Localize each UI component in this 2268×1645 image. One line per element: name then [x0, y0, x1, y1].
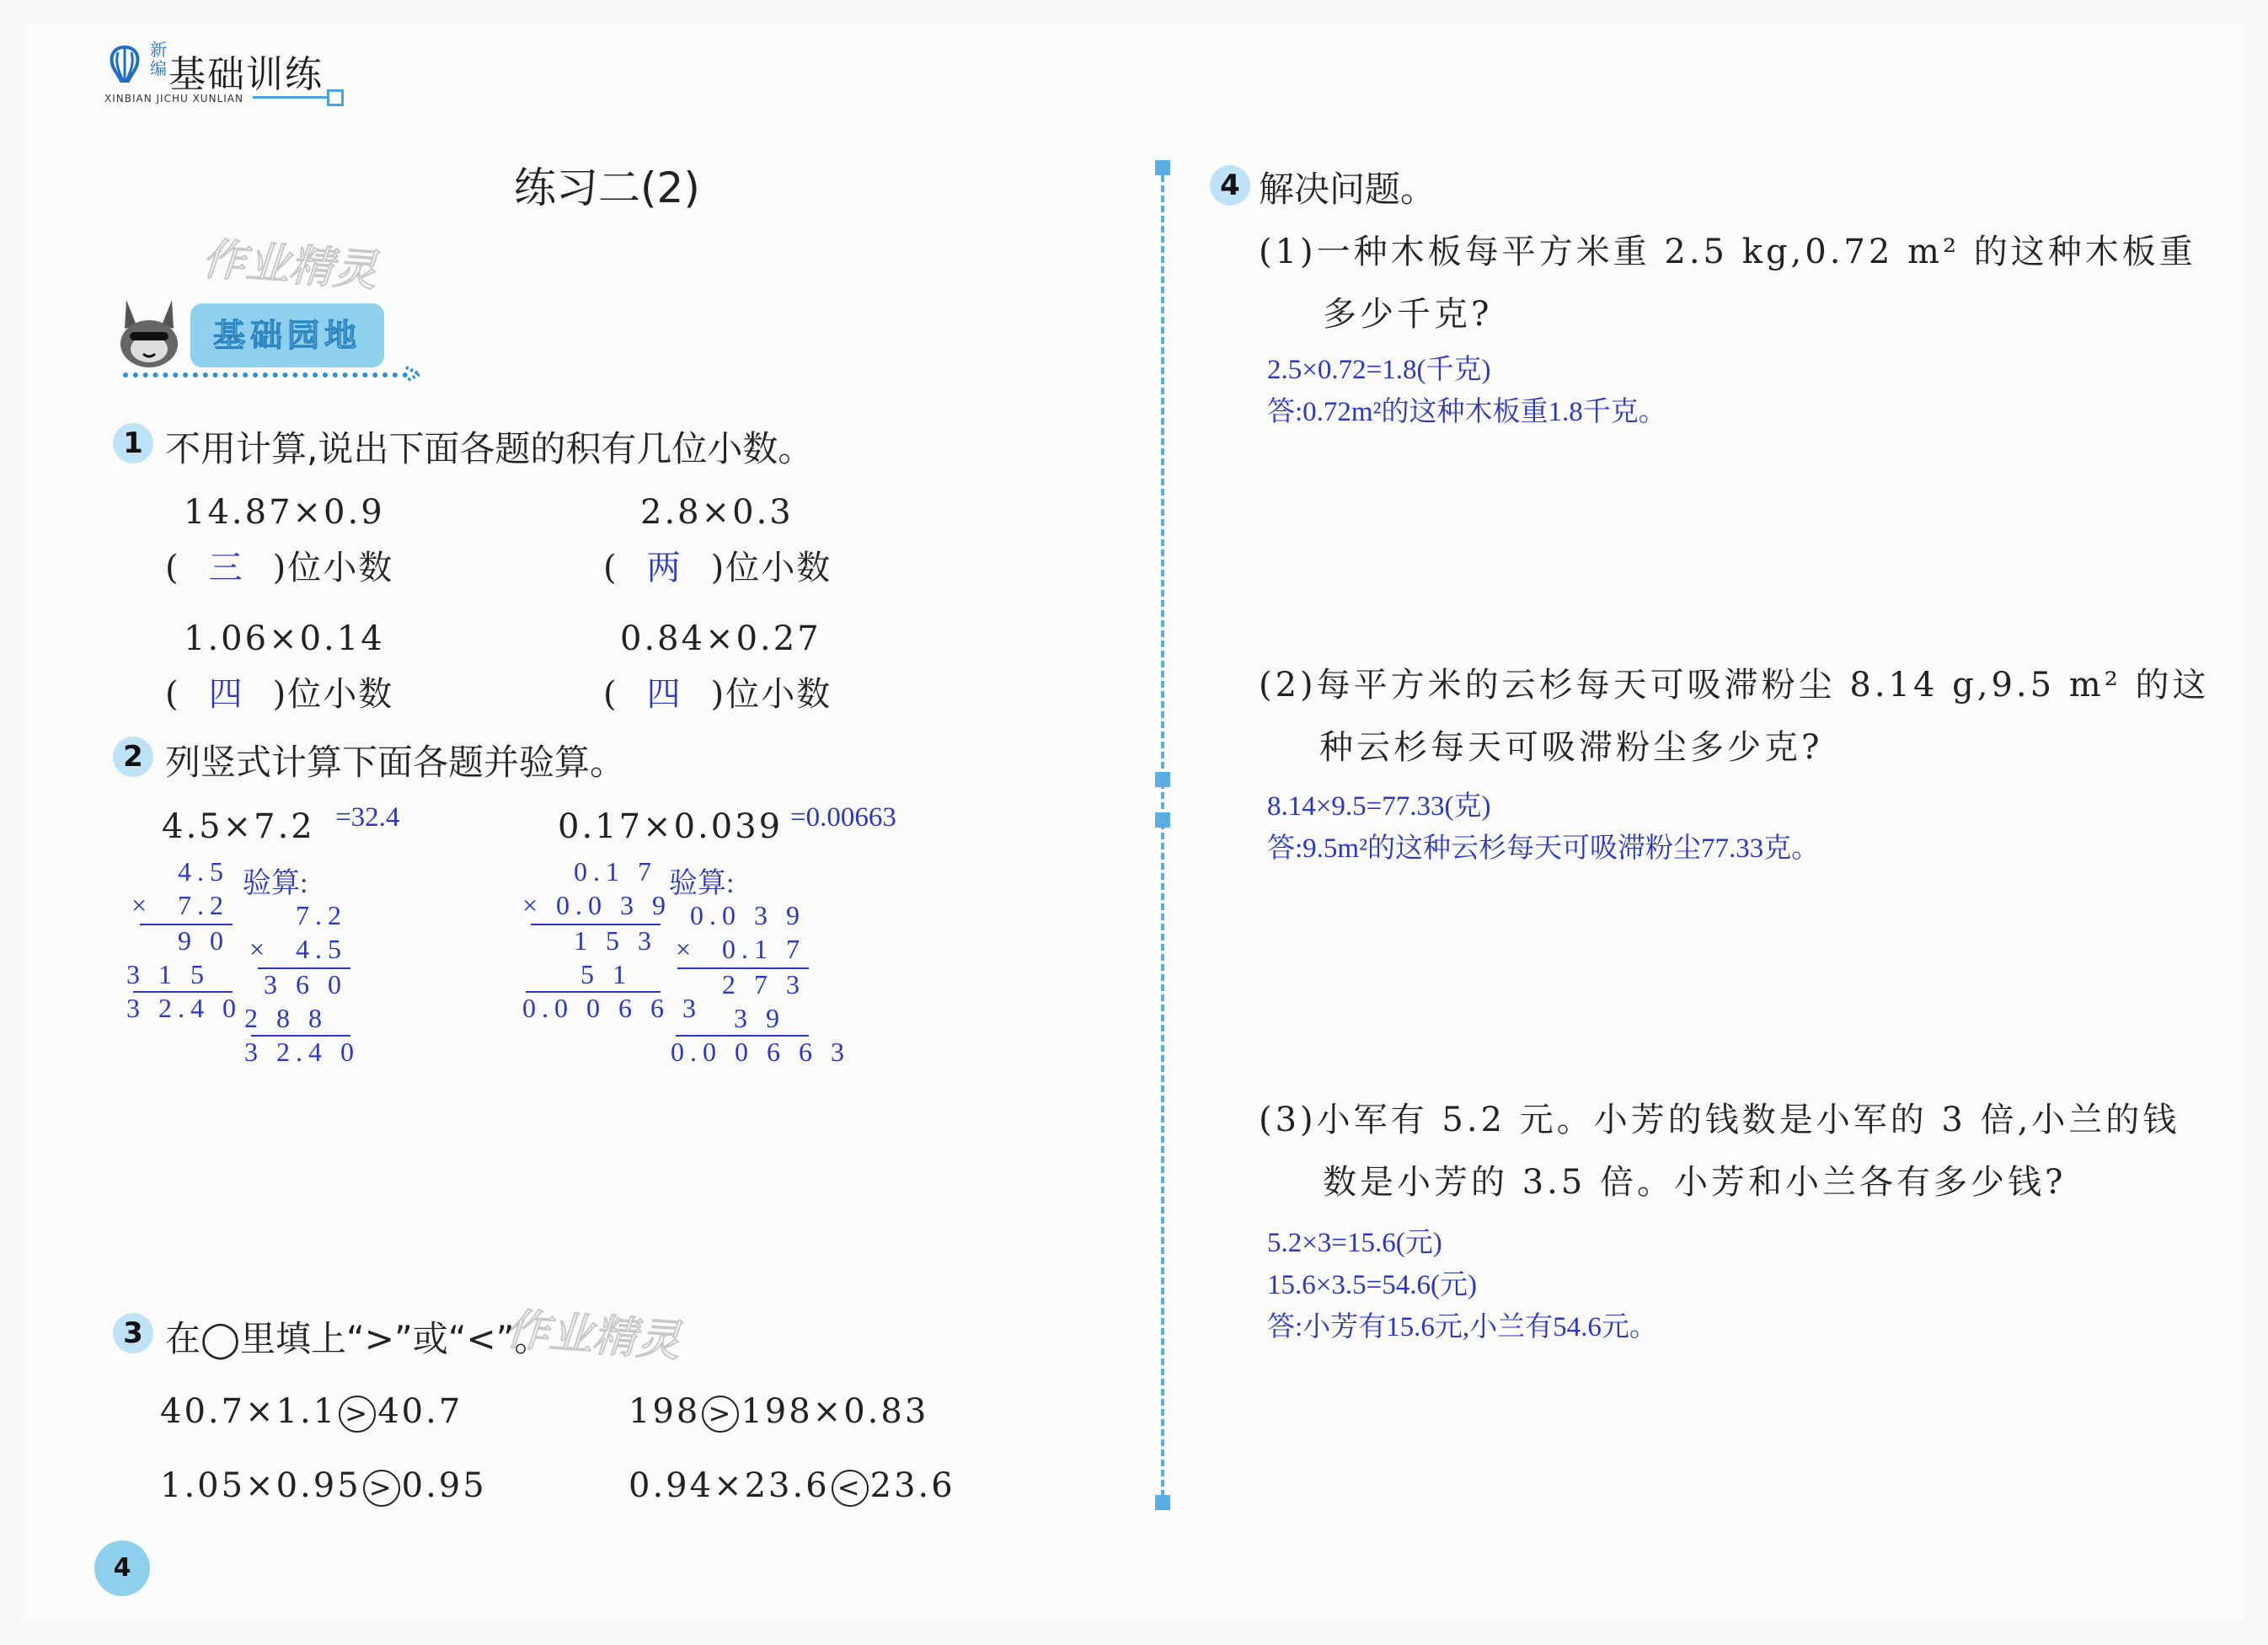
q1-fill-blank — [603, 541, 832, 589]
calc-line: × 0.0 3 9 — [522, 890, 672, 920]
question-text: 解决问题。 — [1259, 169, 1436, 210]
brand-title: 基础训练 — [168, 53, 324, 96]
divider-marker — [1155, 1495, 1170, 1510]
q1-fill-blank — [165, 667, 393, 715]
calc-line: 0.0 0 6 6 3 — [522, 993, 702, 1023]
check-label: 验算: — [669, 868, 735, 899]
compare-item — [629, 1392, 928, 1433]
page-title: 练习二(2) — [514, 163, 700, 212]
q2-expression: 4.5×7.2 — [162, 807, 315, 846]
watermark: 作业精灵 — [503, 1304, 682, 1368]
q2-result: =32.4 — [335, 802, 400, 833]
answer-line: 答:小芳有15.6元,小兰有54.6元。 — [1267, 1312, 1657, 1342]
calc-line: 3 1 5 — [126, 959, 210, 989]
paren-open: ( — [165, 675, 180, 714]
problem-line: (2)每平方米的云杉每天可吸滞粉尘 8.14 g,9.5 m² 的这 — [1259, 666, 2210, 705]
calc-line: 4.5 — [178, 856, 229, 887]
q1-answer: 两 — [646, 549, 682, 587]
q1-fill-blank — [165, 541, 393, 589]
compare-item — [160, 1466, 487, 1507]
compare-left: 198 — [629, 1392, 701, 1431]
check-line: 3 6 0 — [264, 969, 347, 999]
page-divider — [1161, 165, 1164, 1507]
question-text: 在◯里填上“>”或“<”。 — [165, 1318, 550, 1359]
rabbit-mascot-icon — [115, 295, 184, 369]
calc-line: 3 2.4 0 — [126, 993, 242, 1023]
compare-sign: > — [702, 1396, 739, 1433]
compare-left: 0.94×23.6 — [629, 1466, 830, 1505]
question-text: 不用计算,说出下面各题的积有几位小数。 — [165, 428, 814, 469]
q2-result: =0.00663 — [790, 802, 896, 833]
paren-open: ( — [165, 549, 180, 587]
check-line: 7.2 — [296, 900, 347, 930]
q1-expression: 0.84×0.27 — [620, 619, 821, 658]
question-number: 4 — [1210, 165, 1250, 206]
banner-dotted-line — [123, 372, 408, 378]
check-line: 2 7 3 — [722, 969, 805, 999]
check-line: 0.0 3 9 — [690, 900, 805, 930]
paren-close: )位小数 — [710, 549, 832, 587]
q1-expression: 2.8×0.3 — [640, 493, 794, 532]
problem-line: (3)小军有 5.2 元。小芳的钱数是小军的 3 倍,小兰的钱 — [1259, 1101, 2180, 1139]
q1-answer: 四 — [208, 675, 244, 714]
q1-expression: 1.06×0.14 — [184, 619, 385, 658]
divider-marker — [1155, 160, 1170, 175]
q1-fill-blank — [603, 667, 832, 715]
compare-right: 40.7 — [377, 1392, 463, 1431]
calc-line: × 7.2 — [131, 890, 229, 920]
check-line: 0.0 0 6 6 3 — [671, 1037, 850, 1067]
section-banner: 基础园地 — [190, 303, 384, 367]
compare-right: 23.6 — [869, 1466, 955, 1505]
compare-left: 1.05×0.95 — [160, 1466, 361, 1505]
q2-expression: 0.17×0.039 — [558, 807, 784, 846]
calc-line: 0.1 7 — [574, 856, 657, 887]
problem-line: (1)一种木板每平方米重 2.5 kg,0.72 m² 的这种木板重 — [1259, 233, 2196, 271]
check-label: 验算: — [243, 868, 308, 899]
problem-line: 数是小芳的 3.5 倍。小芳和小兰各有多少钱? — [1323, 1163, 2067, 1202]
paren-open: ( — [603, 549, 618, 587]
compare-right: 198×0.83 — [741, 1392, 929, 1431]
question-number: 1 — [113, 423, 153, 463]
arrow-right-icon — [403, 364, 423, 384]
paren-open: ( — [603, 675, 618, 714]
balloon-logo-icon — [104, 44, 145, 88]
brand-underline — [253, 96, 334, 99]
brand-pinyin: XINBIAN JICHU XUNLIAN — [104, 93, 243, 104]
compare-sign: > — [339, 1396, 376, 1433]
answer-line: 8.14×9.5=77.33(克) — [1267, 791, 1491, 822]
answer-line: 答:9.5m²的这种云杉每天可吸滞粉尘77.33克。 — [1267, 833, 1820, 864]
page-number: 4 — [94, 1541, 150, 1596]
compare-sign: > — [363, 1470, 400, 1507]
answer-line: 答:0.72m²的这种木板重1.8千克。 — [1267, 397, 1666, 427]
q1-answer: 四 — [646, 675, 682, 714]
answer-line: 5.2×3=15.6(元) — [1267, 1228, 1442, 1258]
compare-sign: < — [832, 1470, 869, 1507]
paren-close: )位小数 — [272, 675, 394, 714]
question-text: 列竖式计算下面各题并验算。 — [165, 742, 626, 783]
brand-mark: 新编 — [150, 40, 167, 78]
q1-answer: 三 — [208, 549, 244, 587]
paren-close: )位小数 — [710, 675, 832, 714]
check-line: 3 2.4 0 — [244, 1037, 360, 1067]
problem-line: 多少千克? — [1323, 295, 1493, 334]
divider-marker — [1155, 812, 1170, 828]
brand-box — [327, 89, 344, 106]
compare-item — [160, 1392, 463, 1433]
question-number: 2 — [113, 737, 153, 777]
watermark: 作业精灵 — [200, 233, 379, 297]
check-line: 2 8 8 — [244, 1003, 328, 1033]
check-line: × 0.1 7 — [675, 934, 805, 964]
compare-item — [629, 1466, 955, 1507]
paren-close: )位小数 — [272, 549, 394, 587]
calc-line: 9 0 — [178, 925, 229, 956]
compare-left: 40.7×1.1 — [160, 1392, 338, 1431]
answer-line: 15.6×3.5=54.6(元) — [1267, 1270, 1477, 1300]
calc-line: 5 1 — [580, 959, 632, 989]
check-line: × 4.5 — [249, 934, 347, 964]
question-number: 3 — [113, 1313, 153, 1353]
answer-line: 2.5×0.72=1.8(千克) — [1267, 355, 1491, 385]
problem-line: 种云杉每天可吸滞粉尘多少克? — [1319, 728, 1823, 767]
q1-expression: 14.87×0.9 — [184, 493, 385, 532]
calc-line: 1 5 3 — [574, 925, 657, 956]
divider-marker — [1155, 772, 1170, 787]
check-line: 3 9 — [734, 1003, 785, 1033]
compare-right: 0.95 — [401, 1466, 487, 1505]
